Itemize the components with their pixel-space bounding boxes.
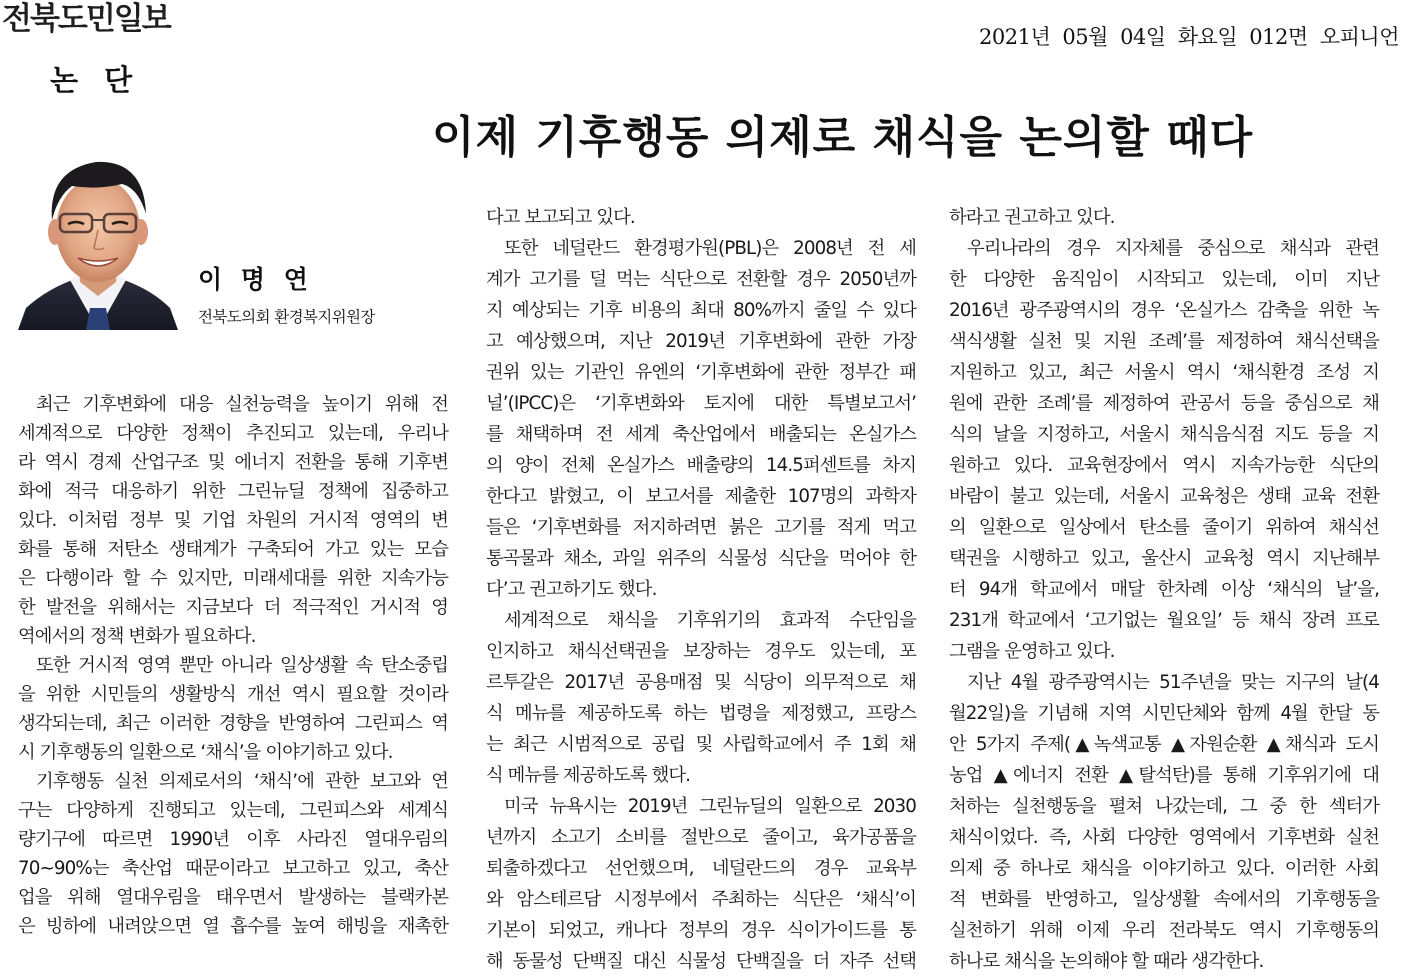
text-line: 있다. 이처럼 정부 및 기업 차원의 거시적 영역의 변	[18, 510, 448, 531]
author-title: 전북도의회 환경복지위원장	[198, 308, 375, 326]
text-line: 70~90%는 축산업 때문이라고 보고하고 있고, 축산	[18, 858, 448, 879]
text-line: 식의 날을 지정하고, 서울시 채식음식점 지도 등을 지	[949, 424, 1379, 445]
text-line: 생각되는데, 최근 이러한 경향을 반영하여 그린피스 역	[18, 713, 448, 734]
text-line: 또한 거시적 영역 뿐만 아니라 일상생활 속 탄소중립	[36, 655, 448, 676]
text-line: 안 5가지 주제(▲녹색교통 ▲자원순환 ▲채식과 도시	[949, 734, 1379, 755]
text-line: 실천하기 위해 이제 우리 전라북도 역시 기후행동의	[949, 920, 1379, 941]
text-line: 적 변화를 반영하고, 일상생활 속에서의 기후행동을	[949, 889, 1379, 910]
text-line: 업을 위해 열대우림을 태우면서 발생하는 블랙카본	[18, 887, 448, 908]
text-line: 고 예상했으며, 지난 2019년 기후변화에 관한 가장	[486, 331, 916, 352]
text-line: 처하는 실천행동을 펼쳐 나갔는데, 그 중 한 섹터가	[949, 796, 1379, 817]
text-line: 구는 다양하게 진행되고 있는데, 그린피스와 세계식	[18, 800, 448, 821]
text-line: 터 94개 학교에서 매달 한차례 이상 ‘채식의 날’을,	[949, 579, 1379, 600]
text-line: 라 역시 경제 산업구조 및 에너지 전환을 통해 기후변	[18, 452, 448, 473]
text-line: 화를 통해 저탄소 생태계가 구축되어 가고 있는 모습	[18, 539, 448, 560]
text-line: 다’고 권고하기도 했다.	[486, 579, 657, 600]
text-line: 미국 뉴욕시는 2019년 그린뉴딜의 일환으로 2030	[504, 796, 916, 817]
text-line: 우리나라의 경우 지자체를 중심으로 채식과 관련	[967, 238, 1379, 259]
text-line: 월22일)을 기념해 지역 시민단체와 함께 4월 한달 동	[949, 703, 1379, 724]
text-line: 231개 학교에서 ‘고기없는 월요일’ 등 채식 장려 프로	[949, 610, 1379, 631]
text-line: 지원하고 있고, 최근 서울시 역시 ‘채식환경 조성 지	[949, 362, 1379, 383]
text-line: 한 다양한 움직임이 시작되고 있는데, 이미 지난	[949, 269, 1379, 290]
author-portrait-icon	[18, 148, 178, 330]
text-line: 하나로 채식을 논의해야 할 때라 생각한다.	[949, 951, 1264, 972]
text-line: 택권을 시행하고 있고, 울산시 교육청 역시 지난해부	[949, 548, 1379, 569]
text-line: 식 메뉴를 제공하도록 하는 법령을 제정했고, 프랑스	[486, 703, 916, 724]
text-line: 한다고 밝혔고, 이 보고서를 제출한 107명의 과학자	[486, 486, 916, 507]
text-line: 권위 있는 기관인 유엔의 ‘기후변화에 관한 정부간 패	[486, 362, 916, 383]
text-line: 통곡물과 채소, 과일 위주의 식물성 식단을 먹어야 한	[486, 548, 916, 569]
text-line: 2016년 광주광역시의 경우 ‘온실가스 감축을 위한 녹	[949, 300, 1379, 321]
text-line: 세계적으로 채식을 기후위기의 효과적 수단임을	[504, 610, 916, 631]
text-line: 은 다행이라 할 수 있지만, 미래세대를 위한 지속가능	[18, 568, 448, 589]
text-line: 량기구에 따르면 1990년 이후 사라진 열대우림의	[18, 829, 448, 850]
text-line: 세계적으로 다양한 정책이 추진되고 있는데, 우리나	[18, 423, 448, 444]
text-line: 채식이었다. 즉, 사회 다양한 영역에서 기후변화 실천	[949, 827, 1379, 848]
author-name: 이 명 연	[198, 265, 313, 294]
text-line: 화에 적극 대응하기 위한 그린뉴딜 정책에 집중하고	[18, 481, 448, 502]
text-line: 최근 기후변화에 대응 실천능력을 높이기 위해 전	[36, 394, 448, 415]
text-line: 년까지 소고기 소비를 절반으로 줄이고, 육가공품을	[486, 827, 916, 848]
text-line: 의제 중 하나로 채식을 이야기하고 있다. 이러한 사회	[949, 858, 1379, 879]
text-line: 지 예상되는 기후 비용의 최대 80%까지 줄일 수 있다	[486, 300, 916, 321]
text-line: 계가 고기를 덜 먹는 식단으로 전환할 경우 2050년까	[486, 269, 916, 290]
text-line: 한 발전을 위해서는 지금보다 더 적극적인 거시적 영	[18, 597, 448, 618]
text-line: 와 암스테르담 시정부에서 주최하는 식단은 ‘채식’이	[486, 889, 916, 910]
author-photo	[18, 148, 178, 330]
article-headline: 이제 기후행동 의제로 채식을 논의할 때다	[432, 112, 1254, 163]
text-line: 식 메뉴를 제공하도록 했다.	[486, 765, 691, 786]
text-line: 기본이 되었고, 캐나다 정부의 경우 식이가이드를 통	[486, 920, 916, 941]
text-line: 색식생활 실천 및 지원 조례’를 제정하여 채식선택을	[949, 331, 1379, 352]
text-line: 기후행동 실천 의제로서의 ‘채식’에 관한 보고와 연	[36, 771, 448, 792]
text-line: 을 위한 시민들의 생활방식 개선 역시 필요할 것이라	[18, 684, 448, 705]
text-line: 역에서의 정책 변화가 필요하다.	[18, 626, 256, 647]
text-line: 의 일환으로 일상에서 탄소를 줄이기 위하여 채식선	[949, 517, 1379, 538]
text-line: 해 동물성 단백질 대신 식물성 단백질을 더 자주 선택	[486, 951, 916, 972]
text-line: 은 빙하에 내려앉으면 열 흡수를 높여 해빙을 재촉한	[18, 916, 448, 937]
text-line: 원에 관한 조례’를 제정하여 관공서 등을 중심으로 채	[949, 393, 1379, 414]
text-line: 농업 ▲에너지 전환 ▲탈석탄)를 통해 기후위기에 대	[949, 765, 1379, 786]
publication-dateline: 2021년 05월 04일 화요일 012면 오피니언	[979, 25, 1399, 49]
text-line: 시 기후행동의 일환으로 ‘채식’을 이야기하고 있다.	[18, 742, 393, 763]
text-line: 르투갈은 2017년 공용매점 및 식당이 의무적으로 채	[486, 672, 916, 693]
newspaper-masthead: 전북도민일보	[2, 1, 170, 37]
text-line: 들은 ‘기후변화를 저지하려면 붉은 고기를 적게 먹고	[486, 517, 916, 538]
text-line: 또한 네덜란드 환경평가원(PBL)은 2008년 전 세	[504, 238, 916, 259]
text-line: 바람이 불고 있는데, 서울시 교육청은 생태 교육 전환	[949, 486, 1379, 507]
text-line: 퇴출하겠다고 선언했으며, 네덜란드의 경우 교육부	[486, 858, 916, 879]
text-line: 인지하고 채식선택권을 보장하는 경우도 있는데, 포	[486, 641, 916, 662]
text-line: 를 채택하며 전 세계 축산업에서 배출되는 온실가스	[486, 424, 916, 445]
text-line: 지난 4월 광주광역시는 51주년을 맞는 지구의 날(4	[967, 672, 1379, 693]
text-line: 의 양이 전체 온실가스 배출량의 14.5퍼센트를 차지	[486, 455, 916, 476]
text-line: 널’(IPCC)은 ‘기후변화와 토지에 대한 특별보고서’	[486, 393, 916, 414]
text-line: 다고 보고되고 있다.	[486, 207, 635, 228]
text-line: 원하고 있다. 교육현장에서 역시 지속가능한 식단의	[949, 455, 1379, 476]
text-line: 는 최근 시범적으로 공립 및 사립학교에서 주 1회 채	[486, 734, 916, 755]
text-line: 그램을 운영하고 있다.	[949, 641, 1115, 662]
text-line: 하라고 권고하고 있다.	[949, 207, 1115, 228]
section-label: 논 단	[50, 63, 141, 97]
